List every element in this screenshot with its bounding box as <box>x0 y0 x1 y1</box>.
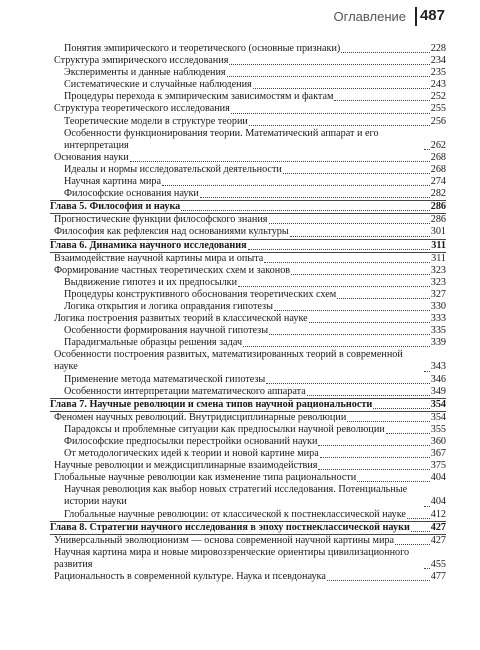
toc-entry-page: 255 <box>430 103 446 115</box>
toc-entry-title: Глава 7. Научные революции и смена типов научной рациональности <box>50 398 373 410</box>
toc-entry-title: Особенности формирования научной гипотезы <box>64 325 269 337</box>
toc-entry-page: 268 <box>430 163 446 175</box>
toc-entry-page: 228 <box>430 43 446 54</box>
toc-entry-page: 335 <box>430 325 446 337</box>
toc-entry[interactable] <box>50 43 446 55</box>
toc-entry[interactable] <box>50 535 446 547</box>
toc-entry-title: Особенности построения развитых, математизированных теорий в современной науке <box>54 349 403 373</box>
dot-leader <box>248 249 431 250</box>
toc-entry-page: 323 <box>430 264 446 276</box>
toc-entry-page: 252 <box>430 91 446 103</box>
toc-entry-title: Глава 6. Динамика научного исследования <box>50 239 247 251</box>
toc-entry-page: 354 <box>430 411 446 423</box>
toc-entry-title: Научная революция как выбор новых стратегий исследования. Потенциальные истории науки <box>64 484 408 508</box>
toc-entry-title: Процедуры перехода к эмпирическим зависимостям и фактам <box>64 91 334 103</box>
toc-entry-page: 477 <box>430 571 446 583</box>
toc-entry-page: 404 <box>430 496 446 508</box>
toc-entry-page: 455 <box>430 558 446 570</box>
toc-entry-page: 311 <box>431 252 446 264</box>
toc-chapter-entry[interactable] <box>50 200 446 214</box>
toc-entry-page: 323 <box>430 276 446 288</box>
toc-entry[interactable] <box>50 571 446 583</box>
toc-entry-title: Парадоксы и проблемные ситуации как предпосылки научной революции <box>64 423 385 435</box>
toc-entry[interactable] <box>50 460 446 472</box>
header-separator <box>415 7 417 26</box>
table-of-contents <box>50 43 446 583</box>
toc-entry[interactable] <box>50 325 446 337</box>
dot-leader <box>411 531 430 532</box>
toc-entry-title: Логика открытия и логика оправдания гипотезы <box>64 300 273 312</box>
toc-entry-title: Особенности интерпретации математического аппарата <box>64 385 306 397</box>
toc-entry[interactable] <box>50 164 446 176</box>
toc-entry[interactable] <box>50 436 446 448</box>
toc-entry-page: 243 <box>430 79 446 91</box>
toc-entry[interactable] <box>50 55 446 67</box>
toc-entry[interactable] <box>50 67 446 79</box>
toc-entry-title: Универсальный эволюционизм — основа современной научной картины мира <box>54 534 395 546</box>
toc-entry[interactable] <box>50 448 446 460</box>
toc-entry-page: 256 <box>430 115 446 127</box>
toc-entry[interactable] <box>50 337 446 349</box>
toc-entry[interactable] <box>50 374 446 386</box>
header-page-number: 487 <box>419 7 445 24</box>
toc-entry-title: Особенности функционирования теории. Математический аппарат и его интерпретация <box>64 127 379 151</box>
dot-leader <box>309 322 430 323</box>
dot-leader <box>238 286 430 287</box>
dot-leader <box>274 310 430 311</box>
dot-leader <box>229 64 429 65</box>
toc-entry-title: Взаимодействие научной картины мира и опыта <box>54 252 264 264</box>
toc-chapter-entry[interactable] <box>50 239 446 253</box>
dot-leader <box>386 433 430 434</box>
dot-leader <box>424 149 430 150</box>
toc-entry-page: 333 <box>430 313 446 325</box>
toc-entry[interactable] <box>50 176 446 188</box>
toc-entry-page: 354 <box>430 398 446 410</box>
toc-entry-page: 404 <box>430 472 446 484</box>
toc-entry[interactable] <box>50 91 446 103</box>
toc-entry-page: 282 <box>430 188 446 200</box>
dot-leader <box>243 346 430 347</box>
dot-leader <box>341 52 429 53</box>
toc-entry-title: Парадигмальные образцы решения задач <box>64 337 243 349</box>
toc-entry[interactable] <box>50 116 446 128</box>
toc-entry[interactable] <box>50 188 446 200</box>
toc-entry-page: 235 <box>430 67 446 79</box>
toc-entry-page: 339 <box>430 337 446 349</box>
toc-entry[interactable] <box>50 313 446 325</box>
dot-leader <box>200 197 430 198</box>
toc-entry-title: Научные революции и междисциплинарные взаимодействия <box>54 460 318 472</box>
toc-entry-page: 427 <box>430 534 446 546</box>
dot-leader <box>269 334 430 335</box>
dot-leader <box>266 383 429 384</box>
dot-leader <box>283 173 430 174</box>
toc-entry-title: Глобальные научные революции как изменение типа рациональности <box>54 472 357 484</box>
toc-entry-page: 268 <box>430 151 446 163</box>
toc-entry-title: Рациональность в современной культуре. Наука и псевдонаука <box>54 571 326 583</box>
toc-entry-title: Научная картина мира и новые мировоззренческие ориентиры цивилизационного развития <box>54 546 410 570</box>
dot-leader <box>264 262 430 263</box>
toc-entry[interactable] <box>50 214 446 226</box>
toc-entry[interactable] <box>50 349 446 373</box>
dot-leader <box>290 236 430 237</box>
toc-entry-page: 346 <box>430 373 446 385</box>
dot-leader <box>327 580 430 581</box>
toc-entry-title: Теоретические модели в структуре теории <box>64 115 248 127</box>
dot-leader <box>407 518 430 519</box>
toc-entry[interactable] <box>50 79 446 91</box>
dot-leader <box>253 88 430 89</box>
toc-entry[interactable] <box>50 547 446 571</box>
toc-entry-page: 301 <box>430 226 446 238</box>
toc-entry[interactable] <box>50 226 446 238</box>
toc-entry-title: От методологических идей к теории и новой картине мира <box>64 448 319 460</box>
toc-entry-title: Процедуры конструктивного обоснования теоретических схем <box>64 288 337 300</box>
toc-entry[interactable] <box>50 424 446 436</box>
toc-entry[interactable] <box>50 103 446 115</box>
dot-leader <box>269 223 430 224</box>
toc-entry-page: 330 <box>430 300 446 312</box>
dot-leader <box>337 298 430 299</box>
toc-entry-title: Основания науки <box>54 151 129 163</box>
toc-entry-page: 355 <box>430 423 446 435</box>
toc-chapter-entry[interactable] <box>50 521 446 535</box>
toc-entry-title: Формирование частных теоретических схем и законов <box>54 264 291 276</box>
dot-leader <box>249 125 430 126</box>
toc-entry[interactable] <box>50 301 446 313</box>
dot-leader <box>424 568 430 569</box>
dot-leader <box>357 481 429 482</box>
toc-entry-title: Структура эмпирического исследования <box>54 55 229 67</box>
dot-leader <box>318 469 429 470</box>
dot-leader <box>162 185 430 186</box>
dot-leader <box>320 457 430 458</box>
toc-entry-title: Систематические и случайные наблюдения <box>64 79 252 91</box>
toc-entry-title: Применение метода математической гипотезы <box>64 373 266 385</box>
dot-leader <box>181 210 429 211</box>
toc-entry[interactable] <box>50 289 446 301</box>
dot-leader <box>227 76 430 77</box>
toc-entry-title: Логика построения развитых теорий в классической науке <box>54 313 308 325</box>
toc-entry-page: 412 <box>430 508 446 520</box>
toc-entry[interactable] <box>50 412 446 424</box>
toc-entry-page: 286 <box>430 214 446 226</box>
dot-leader <box>395 544 430 545</box>
toc-entry[interactable] <box>50 472 446 484</box>
toc-entry-page: 360 <box>430 436 446 447</box>
dot-leader <box>291 274 430 275</box>
toc-entry-page: 427 <box>430 521 446 533</box>
dot-leader <box>424 506 430 507</box>
toc-entry-title: Философия как рефлексия над основаниями культуры <box>54 226 289 238</box>
toc-entry[interactable] <box>50 253 446 265</box>
toc-entry-title: Структура теоретического исследования <box>54 103 230 115</box>
toc-entry-title: Выдвижение гипотез и их предпосылки <box>64 276 238 288</box>
toc-entry[interactable] <box>50 128 446 152</box>
dot-leader <box>347 421 429 422</box>
toc-entry-title: Философские основания науки <box>64 188 199 200</box>
toc-entry-page: 262 <box>430 139 446 151</box>
toc-entry-title: Глава 8. Стратегии научного исследования в эпоху постнеклассической науки <box>50 521 410 533</box>
toc-entry[interactable] <box>50 152 446 164</box>
toc-entry-title: Глобальные научные революции: от классической к постнеклассической науке <box>64 508 406 520</box>
toc-entry-title: Идеалы и нормы исследовательской деятельности <box>64 163 282 175</box>
toc-entry[interactable] <box>50 277 446 289</box>
toc-chapter-entry[interactable] <box>50 398 446 412</box>
toc-entry-page: 311 <box>431 239 446 251</box>
toc-entry-page: 349 <box>430 385 446 397</box>
toc-entry[interactable] <box>50 265 446 277</box>
toc-entry-title: Прогностические функции философского знания <box>54 214 268 226</box>
dot-leader <box>424 371 430 372</box>
dot-leader <box>307 395 430 396</box>
toc-entry-title: Феномен научных революций. Внутридисциплинарные революции <box>54 411 347 423</box>
running-header <box>0 0 480 30</box>
dot-leader <box>373 408 429 409</box>
toc-entry-page: 367 <box>430 448 446 460</box>
toc-entry[interactable] <box>50 509 446 521</box>
toc-entry-title: Понятия эмпирического и теоретического (основные признаки) <box>64 43 341 54</box>
toc-entry-page: 274 <box>430 176 446 188</box>
toc-entry[interactable] <box>50 484 446 508</box>
toc-entry-page: 343 <box>430 361 446 373</box>
toc-entry-page: 234 <box>430 55 446 67</box>
dot-leader <box>318 445 429 446</box>
dot-leader <box>130 161 430 162</box>
toc-entry[interactable] <box>50 386 446 398</box>
toc-entry-title: Эксперименты и данные наблюдения <box>64 67 226 79</box>
dot-leader <box>231 113 430 114</box>
toc-entry-page: 327 <box>430 288 446 300</box>
toc-entry-title: Глава 5. Философия и наука <box>50 201 181 213</box>
header-section-title: Оглавление <box>333 9 406 24</box>
toc-entry-title: Научная картина мира <box>64 176 161 188</box>
toc-entry-page: 286 <box>430 201 446 213</box>
dot-leader <box>334 100 429 101</box>
toc-entry-page: 375 <box>430 460 446 472</box>
toc-entry-title: Философские предпосылки перестройки оснований науки <box>64 436 318 447</box>
